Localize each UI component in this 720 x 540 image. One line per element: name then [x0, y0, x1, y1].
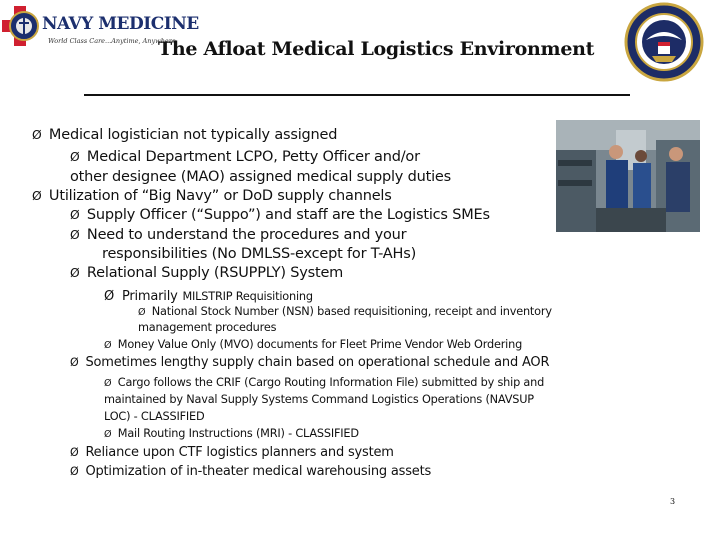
bullet-text: MILSTRIP Requisitioning: [182, 290, 313, 303]
bullet-line: [104, 376, 544, 389]
bullet-line: [70, 169, 451, 185]
bullet-arrow-icon: Ø: [70, 446, 79, 459]
shipboard-photo: [556, 120, 700, 232]
bullet-text: Medical logistician not typically assigned: [48, 127, 338, 143]
bullet-line: [104, 427, 359, 440]
department-of-navy-seal-icon: [624, 2, 704, 82]
bullet-arrow-icon: Ø: [138, 307, 146, 318]
bullet-line: [70, 464, 431, 479]
bullet-text: Sometimes lengthy supply chain based on operational schedule and AOR: [85, 355, 550, 370]
bullet-text: Utilization of “Big Navy” or DoD supply channels: [48, 188, 392, 204]
bullet-arrow-icon: Ø: [104, 340, 112, 351]
bullet-line: [138, 321, 276, 334]
bullet-line: [70, 207, 490, 223]
bullet-text: Money Value Only (MVO) documents for Fleet Prime Vendor Web Ordering: [117, 338, 523, 351]
bullet-text: management procedures: [138, 321, 277, 334]
bullet-text: Supply Officer (“Suppo”) and staff are the Logistics SMEs: [86, 207, 490, 223]
bullet-arrow-icon: Ø: [104, 289, 115, 304]
bullet-line: [104, 410, 204, 423]
navy-medicine-emblem-icon: [2, 4, 46, 48]
header-divider: [84, 94, 630, 96]
bullet-arrow-icon: Ø: [70, 356, 79, 369]
navy-medicine-logo: [2, 4, 199, 52]
bullet-arrow-icon: Ø: [70, 150, 80, 164]
logo-tagline: World Class Care...Anytime, Anywhere: [48, 37, 176, 45]
bullet-text: Reliance upon CTF logistics planners and system: [85, 445, 394, 460]
bullet-arrow-icon: Ø: [104, 378, 112, 389]
bullet-line: [102, 246, 416, 262]
bullet-line: [104, 393, 534, 406]
logo-name: NAVY MEDICINE: [42, 14, 199, 34]
bullet-arrow-icon: Ø: [70, 208, 80, 222]
bullet-text: Optimization of in-theater medical warehousing assets: [85, 464, 432, 479]
bullet-line: [70, 227, 406, 243]
bullet-text: responsibilities (No DMLSS-except for T-AHs): [102, 246, 417, 262]
bullet-line: [70, 149, 420, 165]
bullet-text: Cargo follows the CRIF (Cargo Routing Information File) submitted by ship and: [117, 376, 545, 389]
bullet-text: LOC) - CLASSIFIED: [104, 410, 205, 423]
bullet-text: National Stock Number (NSN) based requisitioning, receipt and inventory: [151, 305, 552, 318]
bullet-arrow-icon: Ø: [70, 228, 80, 242]
bullet-line: [104, 285, 313, 304]
bullet-arrow-icon: Ø: [32, 189, 42, 203]
bullet-arrow-icon: Ø: [32, 128, 42, 142]
bullet-text: Primarily: [121, 289, 178, 304]
bullet-line: [32, 188, 392, 204]
bullet-text: Mail Routing Instructions (MRI) - CLASSIFIED: [117, 427, 359, 440]
page-number: 3: [670, 497, 676, 506]
bullet-line: [70, 445, 394, 460]
slide-title: The Afloat Medical Logistics Environment: [158, 38, 595, 60]
bullet-line: [70, 355, 549, 370]
bullet-line: [138, 305, 552, 318]
bullet-line: [104, 338, 522, 351]
bullet-arrow-icon: Ø: [104, 429, 112, 440]
bullet-text: maintained by Naval Supply Systems Command Logistics Operations (NAVSUP: [104, 393, 534, 406]
bullet-arrow-icon: Ø: [70, 465, 79, 478]
bullet-text: Relational Supply (RSUPPLY) System: [86, 265, 344, 281]
bullet-text: other designee (MAO) assigned medical supply duties: [70, 169, 451, 185]
bullet-text: Medical Department LCPO, Petty Officer and/or: [86, 149, 420, 165]
bullet-line: [70, 265, 343, 281]
bullet-arrow-icon: Ø: [70, 266, 80, 280]
bullet-line: [32, 127, 337, 143]
bullet-text: Need to understand the procedures and your: [86, 227, 407, 243]
